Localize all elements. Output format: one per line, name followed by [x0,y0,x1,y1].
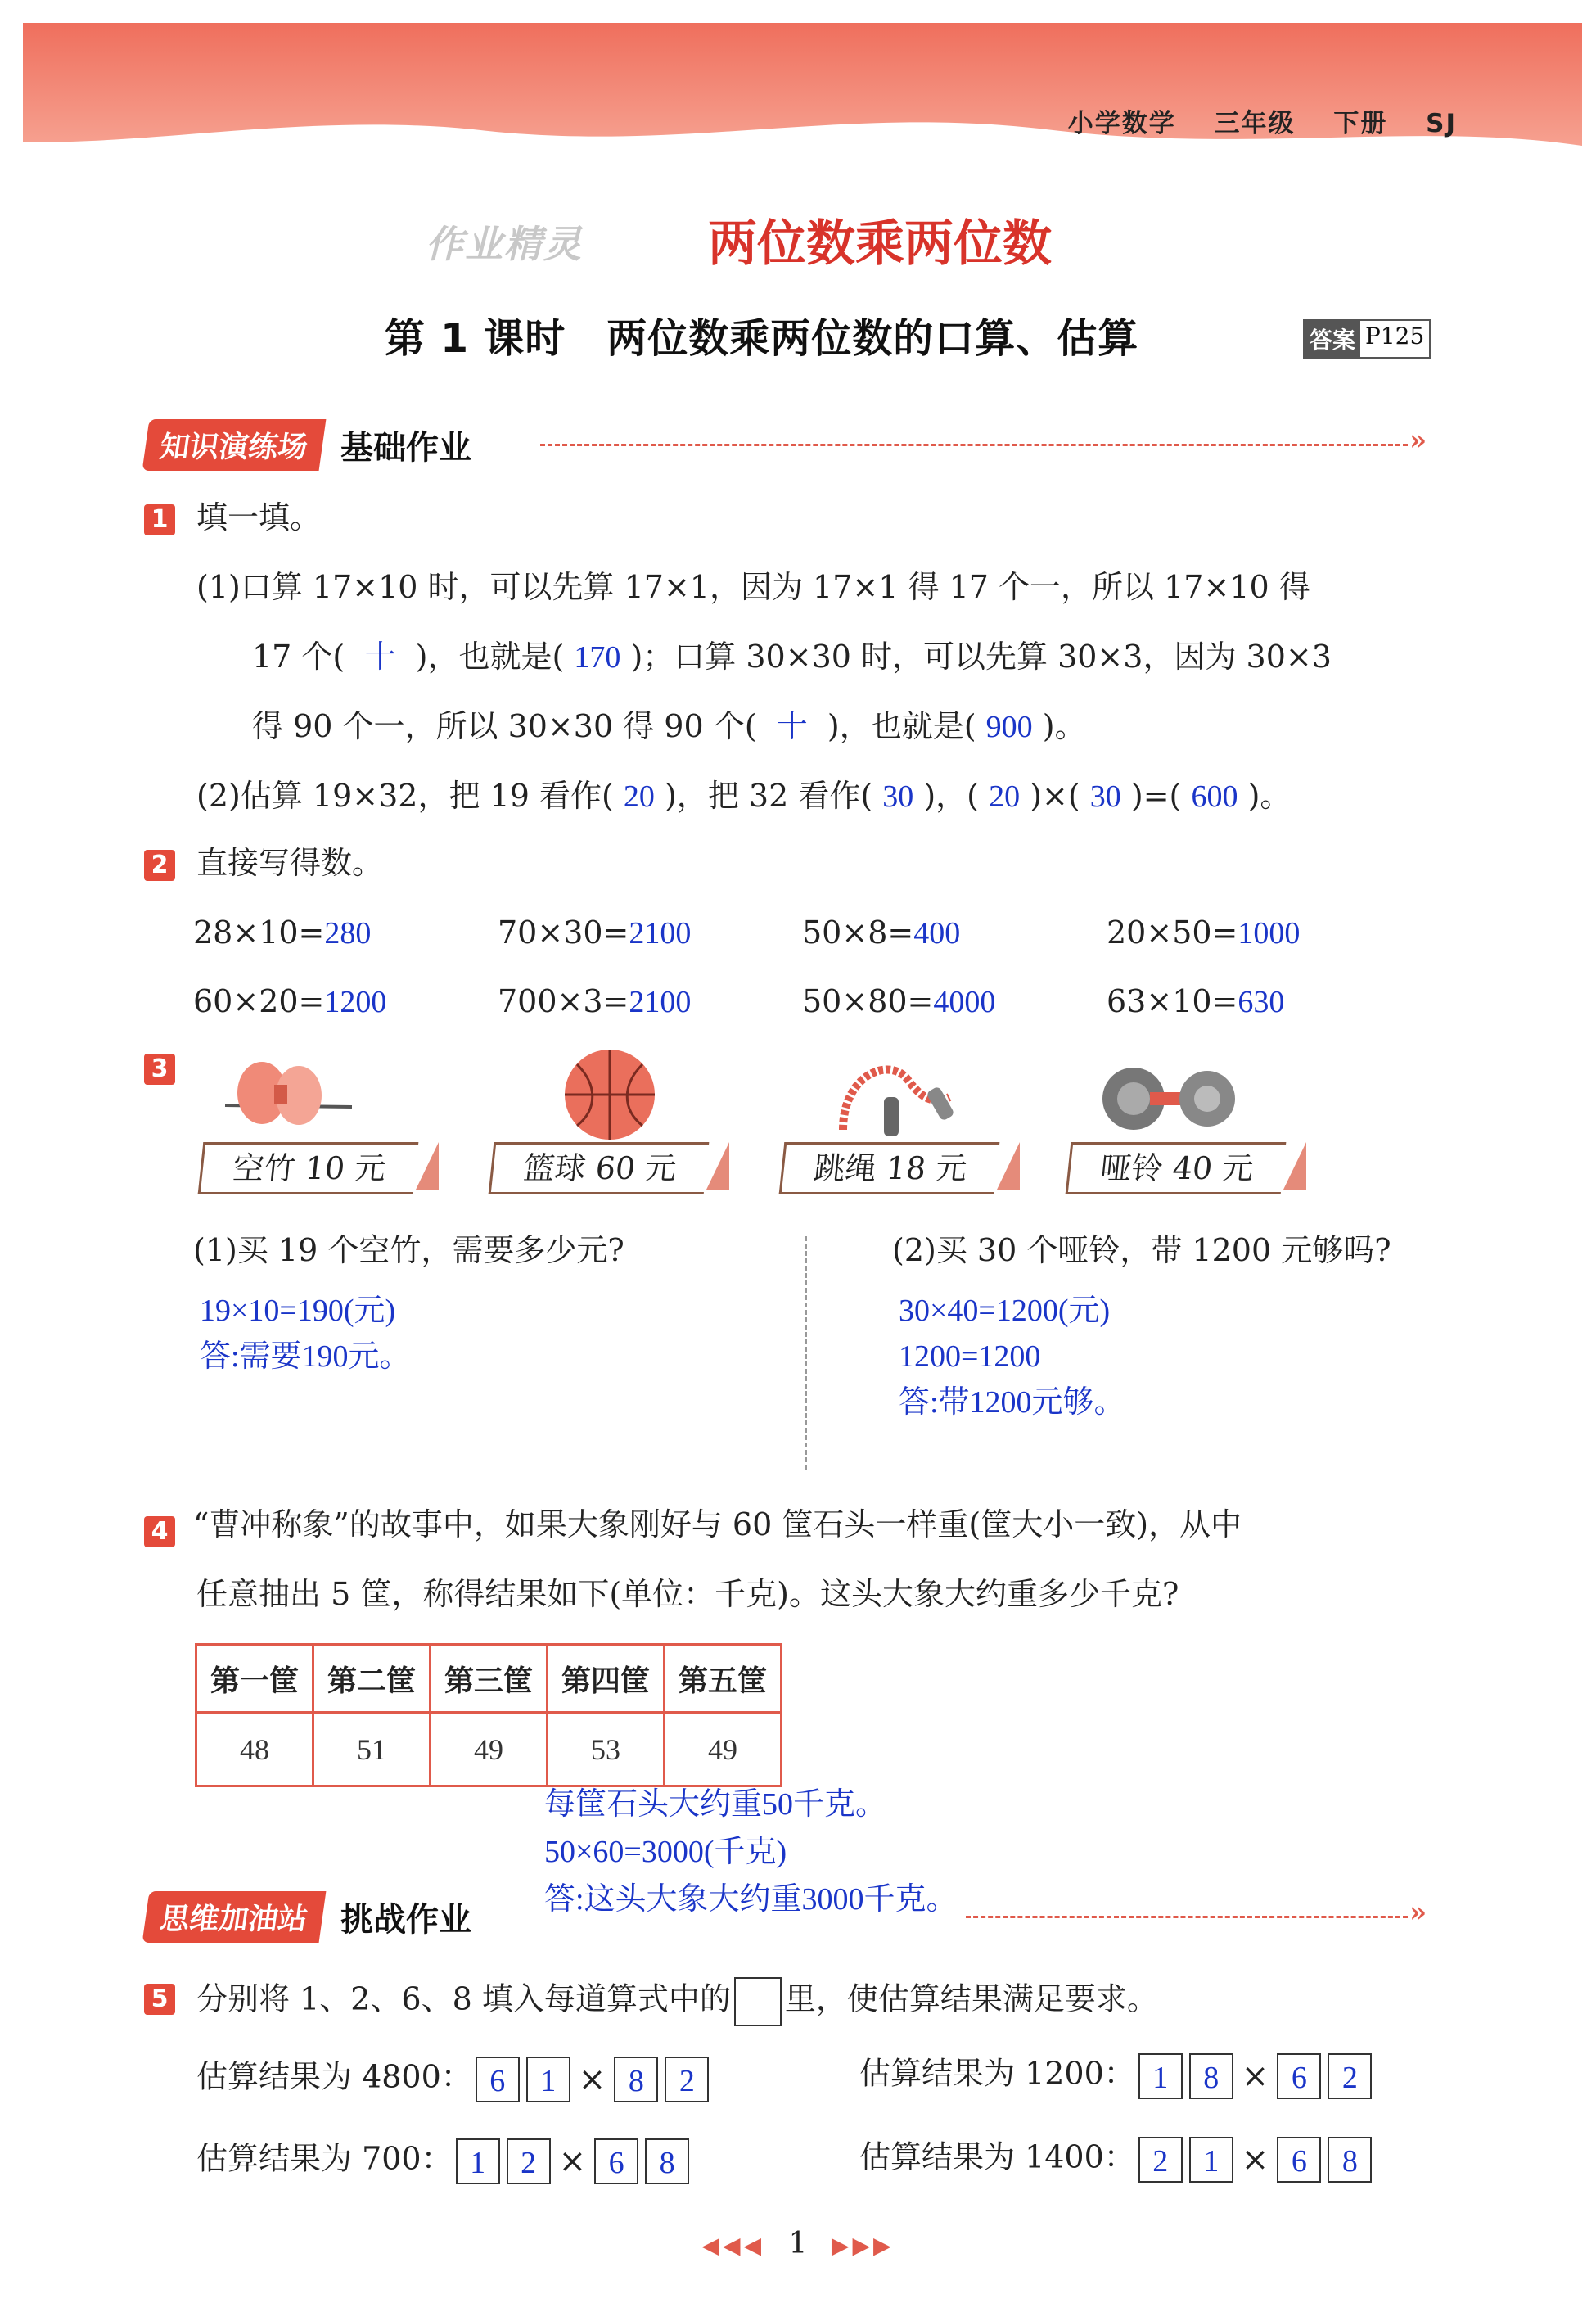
q1-part2 [196,778,1291,816]
table-header-cell: 第五筐 [665,1645,782,1713]
estimate-row [859,2137,1375,2183]
question-number: 5 [144,1984,175,2015]
diabolo-icon [217,1048,356,1146]
unit-title: 两位数乘两位数 [708,215,1052,273]
q3-sub1-answer [200,1288,411,1380]
tag-corner [1283,1142,1306,1190]
header-volume: 下册 [1333,109,1388,138]
digit-box: 6 [476,2057,520,2102]
q1-part1-line1: (1)口算 17×10 时，可以先算 17×1，因为 17×1 得 17 个一，所以 17×10 得 [196,569,1310,605]
lesson-title: 第 1 课时 两位数乘两位数的口算、估算 [385,315,1139,362]
text-segment: )，把 32 看作( [664,778,873,814]
q3-sub2-answer [899,1288,1125,1425]
text-segment: 分别将 1、2、6、8 填入每道算式中的 [196,1980,731,2017]
calc-item [802,983,995,1022]
q1-part1-line3 [252,708,1086,747]
product-label: 哑铃 40 元 [1066,1142,1287,1194]
question-number: 1 [144,504,175,535]
answer-blank: 30 [1089,779,1121,814]
text-segment: )。 [1042,708,1086,744]
digit-box: 8 [645,2138,689,2184]
tag-corner [997,1142,1020,1190]
product-label: 跳绳 18 元 [779,1142,1000,1194]
next-arrows-icon: ▶▶▶ [831,2232,895,2259]
product-label: 空竹 10 元 [198,1142,419,1194]
q4-line2: 任意抽出 5 筐，称得结果如下(单位：千克)。这头大象大约重多少千克? [196,1576,1179,1612]
tag-corner [706,1142,729,1190]
q5-title [196,1977,1158,2026]
section-challenge-name: 挑战作业 [340,1900,472,1939]
digit-box: 2 [1138,2137,1183,2183]
answer-line: 30×40=1200(元) [899,1294,1111,1328]
page-number: 1 [788,2227,808,2260]
answer-line: 答:这头大象大约重3000千克。 [544,1882,958,1917]
text-segment: 里，使估算结果满足要求。 [784,1980,1158,2017]
page-footer [0,2227,1596,2260]
answer-blank: 20 [623,779,655,814]
section-basic-tag: 知识演练场 [142,419,327,471]
question-number: 2 [144,850,175,881]
table-cell: 53 [548,1713,665,1786]
digit-box: 6 [594,2138,638,2184]
calc-item [193,983,386,1022]
expression: 50×8= [802,914,914,951]
answer: 1000 [1238,916,1301,951]
estimate-row [196,2057,712,2102]
table-row [196,1713,782,1786]
multiply-sign: × [1241,2057,1269,2095]
dumbbell-icon [1101,1048,1240,1146]
empty-box-icon [734,1977,782,2026]
text-segment: )。 [1247,778,1292,814]
text-segment: 得 90 个一，所以 30×30 得 90 个( [252,708,757,744]
multiply-sign: × [558,2143,587,2180]
expression: 700×3= [498,983,629,1019]
digit-box: 1 [1138,2053,1183,2099]
digit-box: 1 [526,2057,570,2102]
product-tag [782,1142,1020,1194]
basket-weight-table [195,1643,782,1787]
calc-item [1107,983,1284,1022]
answer-blank: 900 [985,710,1033,744]
answer: 1200 [324,985,387,1019]
estimate-label: 估算结果为 4800： [196,2058,472,2095]
product-tag [1068,1142,1306,1194]
digit-box: 1 [1189,2137,1233,2183]
answer-line: 每筐石头大约重50千克。 [544,1787,887,1822]
answer-blank: 600 [1191,779,1238,814]
header-meta [1040,102,1457,139]
section-challenge-banner [146,1890,471,1944]
table-header-row [196,1645,782,1713]
table-cell: 49 [431,1713,548,1786]
q4-answer [544,1781,958,1923]
digit-box: 8 [614,2057,658,2102]
digit-box: 6 [1277,2053,1321,2099]
section-basic-banner [146,418,471,472]
estimate-label: 估算结果为 700： [196,2140,453,2177]
q2-title: 直接写得数。 [196,845,384,881]
digit-box: 2 [665,2057,709,2102]
answer-line: 19×10=190(元) [200,1294,396,1328]
table-cell: 51 [313,1713,431,1786]
answer-line: 答:带1200元够。 [899,1385,1125,1420]
double-chevron-icon: » [1409,1896,1427,1929]
watermark-logo: 作业精灵 [426,222,583,266]
digit-box: 8 [1328,2137,1372,2183]
estimate-row [859,2053,1375,2099]
section-basic-divider [540,444,1408,446]
product-tag [491,1142,729,1194]
answer: 2100 [629,916,692,951]
header-subject: 小学数学 [1067,109,1176,138]
product-tag [201,1142,439,1194]
answer-blank: 20 [989,779,1021,814]
header-edition: SJ [1426,109,1457,138]
header-grade: 三年级 [1214,109,1296,138]
expression: 70×30= [498,914,629,951]
calc-item [498,983,691,1022]
digit-box: 8 [1189,2053,1233,2099]
multiply-sign: × [578,2061,606,2098]
expression: 60×20= [193,983,325,1019]
text-segment: (2)估算 19×32，把 19 看作( [196,778,614,814]
table-header-cell: 第二筐 [313,1645,431,1713]
section-challenge-tag: 思维加油站 [142,1891,327,1943]
calc-item [802,914,960,953]
section-challenge-divider [966,1916,1408,1918]
answer-blank: 30 [882,779,914,814]
table-header-cell: 第三筐 [431,1645,548,1713]
expression: 63×10= [1107,983,1238,1019]
q3-sub2-question: (2)买 30 个哑铃，带 1200 元够吗? [892,1232,1391,1268]
expression: 50×80= [802,983,934,1019]
table-header-cell: 第四筐 [548,1645,665,1713]
q1-title: 填一填。 [196,499,322,535]
expression: 28×10= [193,914,325,951]
q1-part1-line2 [252,639,1332,677]
answer-line: 50×60=3000(千克) [544,1835,787,1869]
answer: 400 [913,916,961,951]
answer-line: 答:需要190元。 [200,1339,411,1374]
digit-box: 2 [507,2138,551,2184]
column-divider [805,1236,807,1470]
q4-line1: “曹冲称象”的故事中，如果大象刚好与 60 筐石头一样重(筐大小一致)，从中 [193,1506,1242,1542]
calc-item [193,914,371,953]
answer-blank: 170 [574,640,621,675]
digit-box: 6 [1277,2137,1321,2183]
answer-blank: 十 [776,710,808,744]
product-label: 篮球 60 元 [489,1142,710,1194]
answer: 2100 [629,985,692,1019]
text-segment: )=( [1130,778,1182,814]
q3-sub1-question: (1)买 19 个空竹，需要多少元? [193,1232,624,1268]
text-segment: )，( [923,778,979,814]
basketball-icon [540,1044,679,1142]
estimate-label: 估算结果为 1200： [859,2055,1135,2092]
double-chevron-icon: » [1409,424,1427,457]
expression: 20×50= [1107,914,1238,951]
section-basic-name: 基础作业 [340,428,472,467]
text-segment: )，也就是( [415,639,565,675]
answer: 630 [1238,985,1285,1019]
estimate-label: 估算结果为 1400： [859,2138,1135,2175]
answer: 4000 [933,985,996,1019]
multiply-sign: × [1241,2141,1269,2179]
text-segment: 17 个( [252,639,345,675]
prev-arrows-icon: ◀◀◀ [701,2232,765,2259]
answer-reference [1303,319,1431,359]
answer: 280 [324,916,372,951]
estimate-row [196,2138,692,2184]
question-number: 3 [144,1054,175,1085]
jump-rope-icon [827,1048,966,1146]
calc-item [1107,914,1300,953]
answer-ref-page: P125 [1365,323,1425,350]
answer-ref-label: 答案 [1305,321,1360,357]
calc-item [498,914,691,953]
table-cell: 49 [665,1713,782,1786]
answer-line: 1200=1200 [899,1339,1041,1374]
answer-blank: 十 [364,640,396,675]
tag-corner [416,1142,439,1190]
digit-box: 2 [1328,2053,1372,2099]
text-segment: )；口算 30×30 时，可以先算 30×3，因为 30×3 [630,639,1332,675]
table-header-cell: 第一筐 [196,1645,313,1713]
text-segment: )×( [1030,778,1080,814]
digit-box: 1 [456,2138,500,2184]
table-cell: 48 [196,1713,313,1786]
question-number: 4 [144,1516,175,1547]
text-segment: )，也就是( [827,708,976,744]
